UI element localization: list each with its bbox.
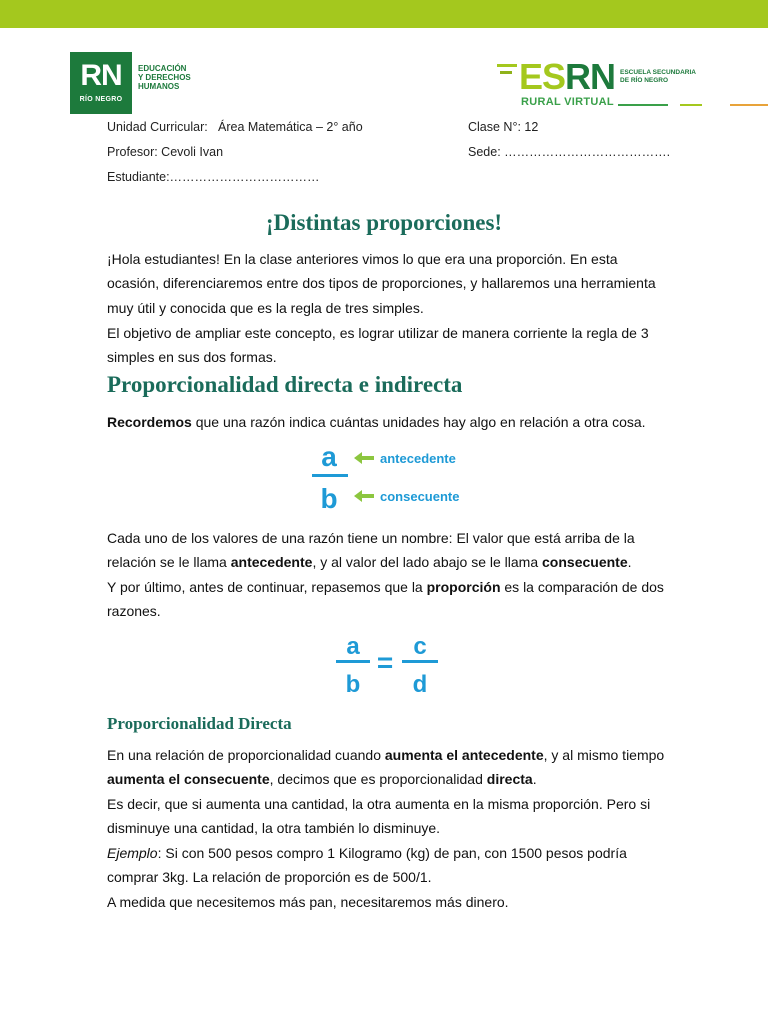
rio-negro-logo	[70, 52, 132, 114]
objective-paragraph: El objetivo de ampliar este concepto, es lograr utilizar de manera corriente la regla de 3 simples en sus dos formas.	[107, 325, 649, 366]
direct-bold-1: aumenta el antecedente	[384, 747, 544, 763]
esrn-logo	[519, 58, 615, 96]
values-paragraph	[107, 526, 667, 575]
ministry-name	[138, 64, 208, 91]
campus-field: Sede: ………………………………….	[468, 145, 671, 159]
ministry-line-1: EDUCACIÓN	[138, 64, 187, 73]
equation-a: a	[346, 633, 360, 660]
antecedente-label: antecedente	[380, 451, 456, 466]
equation-equals: =	[376, 647, 394, 678]
fraction-bar-right	[402, 660, 438, 663]
recordemos-paragraph	[107, 410, 667, 434]
values-text-2: , y al valor del lado abajo se le llama	[312, 554, 543, 571]
esrn-logo-subtitle: RURAL VIRTUAL	[521, 96, 614, 108]
student-field: Estudiante:………………………………	[107, 170, 320, 184]
direct-text-4: .	[532, 771, 537, 788]
top-accent-bar	[0, 0, 768, 28]
curricular-unit-value: Área Matemática – 2° año	[218, 120, 363, 134]
consecuente-label: consecuente	[380, 489, 460, 504]
ministry-line-3: HUMANOS	[138, 82, 180, 91]
fraction-bar-left	[336, 660, 370, 663]
page-title: ¡Distintas proporciones!	[265, 210, 503, 235]
class-number: Clase N°: 12	[468, 120, 539, 134]
arrow-left-icon	[354, 452, 374, 464]
ratio-numerator: a	[321, 441, 337, 472]
proportion-equation-figure	[330, 632, 440, 698]
example-paragraph	[107, 841, 667, 890]
intro-paragraph: ¡Hola estudiantes! En la clase anteriores vimos lo que era una proporción. En esta ocasión, diferenciaremos entre dos tipos de proporciones, y hallaremos una herramienta muy útil y conocida que es la regla de tres simples.	[107, 251, 656, 316]
esrn-deco-line	[680, 104, 702, 106]
recordemos-bold: Recordemos	[107, 414, 192, 430]
proportion-text-2: es la comparación de dos razones.	[107, 579, 664, 620]
esrn-school-line-2: DE RÍO NEGRO	[620, 77, 669, 84]
equation-d: d	[412, 671, 428, 698]
esrn-school-line-1: ESCUELA SECUNDARIA	[620, 69, 696, 76]
curricular-unit-label: Unidad Curricular:	[107, 120, 208, 134]
direct-bold-2: aumenta el consecuente	[107, 771, 270, 788]
values-bold-consecuente: consecuente	[542, 554, 628, 571]
esrn-deco-line	[500, 71, 512, 74]
rn-logo-subtitle: RÍO NEGRO	[79, 96, 123, 103]
values-text-1: Cada uno de los valores de una razón tiene un nombre: El valor que está arriba de la relación se le llama	[107, 530, 635, 571]
direct-text-3: , decimos que es proporcionalidad	[269, 771, 487, 788]
section-heading-direct: Proporcionalidad Directa	[107, 714, 292, 733]
ratio-denominator: b	[320, 483, 338, 514]
equation-b: b	[345, 671, 361, 698]
example-text: : Si con 500 pesos compro 1 Kilogramo (kg) de pan, con 1500 pesos podría comprar 3kg. La relación de proporción es de 500/1.	[107, 845, 627, 886]
conclusion-paragraph: A medida que necesitemos más pan, necesitaremos más dinero.	[107, 894, 509, 910]
esrn-deco-line	[730, 104, 768, 106]
values-text-3: .	[627, 554, 632, 571]
fraction-bar	[312, 474, 348, 477]
example-label: Ejemplo	[107, 845, 158, 861]
esrn-deco-line	[618, 104, 668, 106]
rn-logo-letters: RN	[80, 59, 122, 92]
direct-explanation-paragraph: Es decir, que si aumenta una cantidad, la otra aumenta en la misma proporción. Pero si disminuye una cantidad, la otra también lo disminuye.	[107, 796, 651, 837]
direct-text-2: , y al mismo tiempo	[543, 747, 665, 763]
direct-text-1: En una relación de proporcionalidad cuando	[107, 747, 385, 763]
proportion-text-1: Y por último, antes de continuar, repasemos que la	[107, 579, 427, 595]
teacher-name: Profesor: Cevoli Ivan	[107, 145, 224, 159]
arrow-left-icon	[354, 490, 374, 502]
esrn-logo-es: ES	[519, 56, 566, 97]
direct-bold-3: directa	[486, 771, 533, 788]
direct-definition-paragraph	[107, 743, 667, 792]
values-bold-antecedente: antecedente	[230, 554, 313, 571]
section-heading-direct-indirect: Proporcionalidad directa e indirecta	[107, 372, 463, 397]
esrn-logo-rn: RN	[565, 56, 616, 97]
recordemos-text: que una razón indica cuántas unidades hay algo en relación a otra cosa.	[191, 414, 646, 430]
proportion-bold: proporción	[426, 579, 501, 595]
esrn-school-name	[620, 69, 730, 85]
proportion-paragraph	[107, 575, 667, 624]
ratio-figure	[300, 440, 480, 514]
equation-c: c	[413, 633, 427, 660]
ministry-line-2: Y DERECHOS	[138, 73, 191, 82]
esrn-deco-line	[497, 64, 517, 67]
